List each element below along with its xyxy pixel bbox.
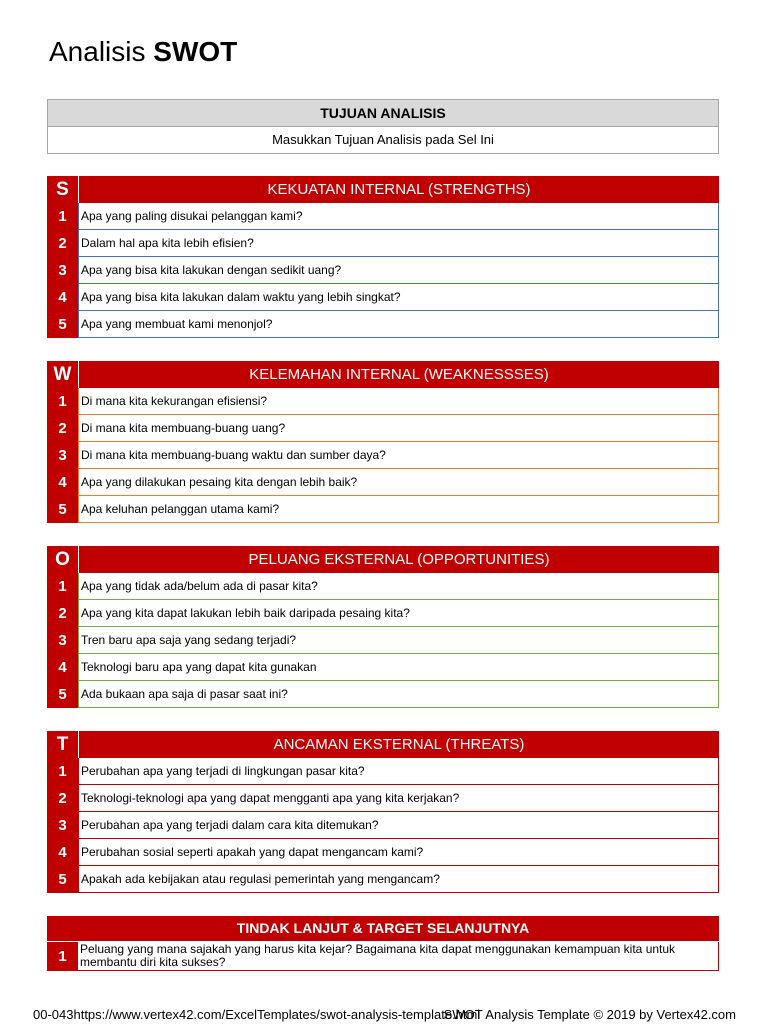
item-text[interactable]: Apa yang paling disukai pelanggan kami?: [78, 203, 719, 230]
item-number: 5: [47, 681, 78, 708]
list-item: [47, 469, 719, 496]
title-normal: Analisis: [49, 36, 154, 67]
list-item: [47, 415, 719, 442]
tujuan-input-cell[interactable]: Masukkan Tujuan Analisis pada Sel Ini: [47, 127, 719, 154]
item-number: 2: [47, 230, 78, 257]
list-item: [47, 681, 719, 708]
list-item: [47, 573, 719, 600]
section-title: PELUANG EKSTERNAL (OPPORTUNITIES): [79, 546, 719, 573]
item-number: 3: [47, 812, 78, 839]
tujuan-block: [47, 99, 719, 154]
item-text[interactable]: Peluang yang mana sajakah yang harus kita kejar? Bagaimana kita dapat menggunakan kemampuan kita untuk membantu diri kita sukses?: [78, 942, 719, 971]
section-letter: S: [47, 176, 78, 203]
item-number: 4: [47, 654, 78, 681]
item-text[interactable]: Teknologi baru apa yang dapat kita gunakan: [78, 654, 719, 681]
list-item: [47, 442, 719, 469]
list-item: [47, 284, 719, 311]
item-number: 2: [47, 415, 78, 442]
item-text[interactable]: Di mana kita kekurangan efisiensi?: [78, 388, 719, 415]
section-title: KELEMAHAN INTERNAL (WEAKNESSSES): [79, 361, 719, 388]
item-text[interactable]: Ada bukaan apa saja di pasar saat ini?: [78, 681, 719, 708]
item-text[interactable]: Perubahan apa yang terjadi dalam cara kita ditemukan?: [78, 812, 719, 839]
list-item: [47, 388, 719, 415]
item-number: 1: [47, 573, 78, 600]
list-item: [47, 600, 719, 627]
item-text[interactable]: Teknologi-teknologi apa yang dapat mengganti apa yang kita kerjakan?: [78, 785, 719, 812]
item-text[interactable]: Apa yang membuat kami menonjol?: [78, 311, 719, 338]
list-item: [47, 311, 719, 338]
section-strengths: [47, 176, 719, 338]
item-number: 4: [47, 839, 78, 866]
section-title: KEKUATAN INTERNAL (STRENGTHS): [79, 176, 719, 203]
item-text[interactable]: Apakah ada kebijakan atau regulasi pemerintah yang mengancam?: [78, 866, 719, 893]
item-number: 3: [47, 257, 78, 284]
item-number: 1: [47, 388, 78, 415]
footer-copyright: SWOT Analysis Template © 2019 by Vertex42.com: [443, 1007, 736, 1022]
section-tindak-lanjut: [47, 916, 719, 971]
page-title: [49, 36, 237, 68]
footer-url: 00-043https://www.vertex42.com/ExcelTemplates/swot-analysis-template.html: [33, 1007, 481, 1022]
item-number: 4: [47, 284, 78, 311]
item-text[interactable]: Di mana kita membuang-buang waktu dan sumber daya?: [78, 442, 719, 469]
section-opportunities: [47, 546, 719, 708]
section-threats: [47, 731, 719, 893]
list-item: [47, 812, 719, 839]
list-item: [47, 839, 719, 866]
list-item: [47, 942, 719, 971]
item-text[interactable]: Apa yang kita dapat lakukan lebih baik daripada pesaing kita?: [78, 600, 719, 627]
list-item: [47, 654, 719, 681]
item-number: 5: [47, 311, 78, 338]
list-item: [47, 627, 719, 654]
item-text[interactable]: Dalam hal apa kita lebih efisien?: [78, 230, 719, 257]
item-number: 1: [47, 758, 78, 785]
item-text[interactable]: Apa yang bisa kita lakukan dengan sedikit uang?: [78, 257, 719, 284]
item-text[interactable]: Tren baru apa saja yang sedang terjadi?: [78, 627, 719, 654]
list-item: [47, 203, 719, 230]
item-text[interactable]: Perubahan sosial seperti apakah yang dapat mengancam kami?: [78, 839, 719, 866]
item-text[interactable]: Di mana kita membuang-buang uang?: [78, 415, 719, 442]
item-number: 5: [47, 866, 78, 893]
section-weaknesses: [47, 361, 719, 523]
item-text[interactable]: Apa yang bisa kita lakukan dalam waktu yang lebih singkat?: [78, 284, 719, 311]
section-title: TINDAK LANJUT & TARGET SELANJUTNYA: [47, 916, 719, 941]
item-number: 2: [47, 785, 78, 812]
item-text[interactable]: Apa keluhan pelanggan utama kami?: [78, 496, 719, 523]
list-item: [47, 496, 719, 523]
item-text[interactable]: Apa yang tidak ada/belum ada di pasar kita?: [78, 573, 719, 600]
item-number: 5: [47, 496, 78, 523]
list-item: [47, 758, 719, 785]
item-number: 3: [47, 627, 78, 654]
section-letter: W: [47, 361, 78, 388]
section-letter: O: [47, 546, 78, 573]
item-text[interactable]: Apa yang dilakukan pesaing kita dengan lebih baik?: [78, 469, 719, 496]
list-item: [47, 257, 719, 284]
list-item: [47, 866, 719, 893]
section-title: ANCAMAN EKSTERNAL (THREATS): [79, 731, 719, 758]
item-number: 1: [47, 942, 78, 971]
title-bold: SWOT: [153, 36, 238, 67]
section-letter: T: [47, 731, 78, 758]
item-number: 1: [47, 203, 78, 230]
item-number: 4: [47, 469, 78, 496]
list-item: [47, 785, 719, 812]
item-text[interactable]: Perubahan apa yang terjadi di lingkungan pasar kita?: [78, 758, 719, 785]
item-number: 2: [47, 600, 78, 627]
list-item: [47, 230, 719, 257]
tujuan-header: TUJUAN ANALISIS: [47, 99, 719, 127]
item-number: 3: [47, 442, 78, 469]
